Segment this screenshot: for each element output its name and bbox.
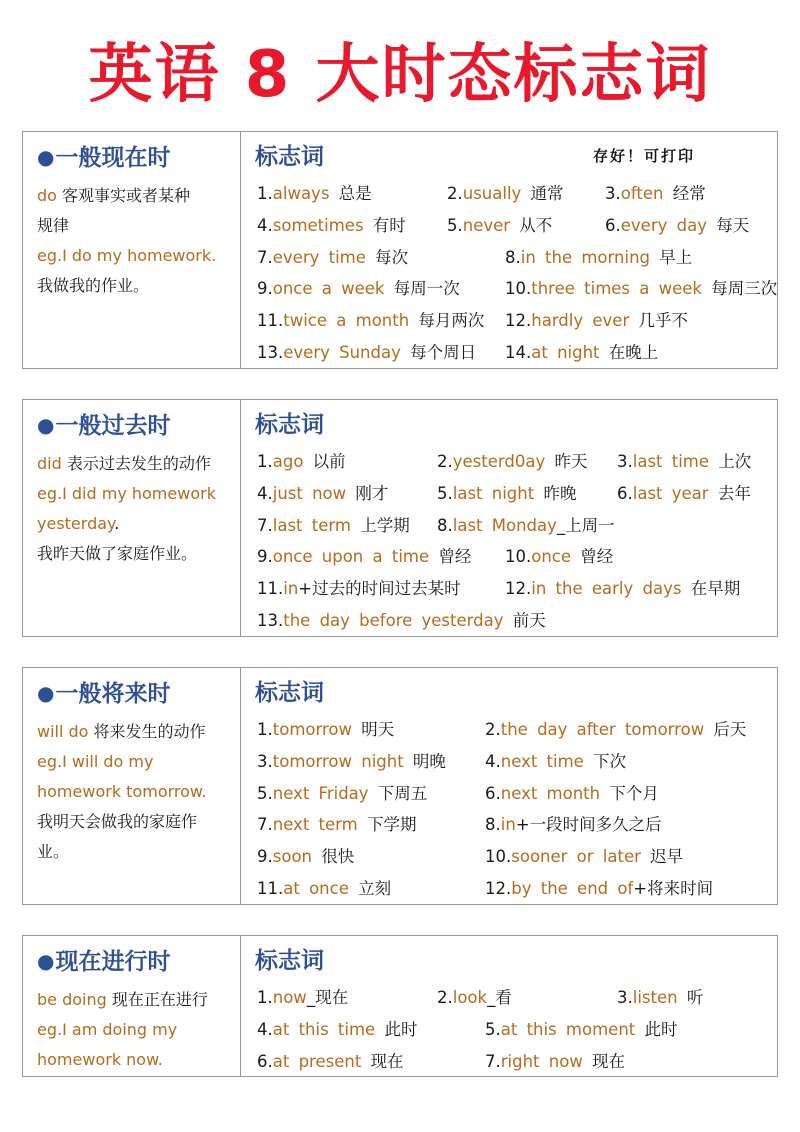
- signal-word-item: 5.at this moment 此时: [485, 1019, 678, 1039]
- description-line: did 表示过去发生的动作: [37, 454, 211, 473]
- description-line: 我昨天做了家庭作业。: [37, 544, 198, 563]
- tense-title: [37, 142, 230, 173]
- signal-word-item: 2.the day after tomorrow 后天: [485, 720, 747, 739]
- tense-title: [37, 678, 230, 709]
- signal-word-item: 4.next time 下次: [485, 751, 627, 771]
- signal-word-item: 11.at once 立刻: [257, 879, 392, 898]
- signal-word-item: 1.tomorrow 明天: [257, 720, 395, 739]
- signal-word-item: 12.hardly ever 几乎不: [505, 311, 688, 331]
- signal-word-item: 10.once 曾经: [505, 547, 614, 567]
- signal-word-item: 13.the day before yesterday 前天: [257, 611, 546, 630]
- signal-word-item: 3.last time 上次: [617, 452, 752, 471]
- description-line: eg.I will do my: [37, 752, 154, 771]
- signal-word-item: 10.sooner or later 迟早: [485, 847, 684, 867]
- signal-words-heading: 标志词: [255, 680, 324, 706]
- tense-description: [23, 668, 241, 904]
- tense-description: [23, 936, 241, 1076]
- tense-title: [37, 946, 230, 977]
- signal-word-item: 12.in the early days 在早期: [505, 579, 741, 599]
- description-line: eg.I did my homework: [37, 484, 216, 503]
- tense-name: 一般将来时: [55, 681, 171, 707]
- signal-word-item: 6.next month 下个月: [485, 783, 659, 803]
- signal-word-item: 5.never 从不: [447, 215, 553, 235]
- save-print-note: 存好！可打印: [593, 147, 696, 165]
- description-line: 我做我的作业。: [37, 276, 150, 295]
- tense-description: [23, 400, 241, 636]
- signal-word-item: 11.twice a month 每月两次: [257, 311, 485, 331]
- tense-card: [22, 131, 778, 369]
- signal-word-item: 8.last Monday_上周一: [437, 515, 615, 535]
- signal-word-item: 7.right now 现在: [485, 1051, 626, 1071]
- description-line: 业。: [37, 842, 70, 861]
- tense-title: [37, 410, 230, 441]
- signal-word-item: 6.last year 去年: [617, 483, 751, 503]
- signal-word-item: 9.once upon a time 曾经: [257, 547, 472, 567]
- description-line: 规律: [37, 216, 70, 235]
- signal-word-item: 10.three times a week 每周三次: [505, 279, 778, 299]
- signal-word-item: 12.by the end of+将来时间: [485, 879, 714, 898]
- tense-name: 现在进行时: [55, 949, 171, 975]
- description-line: eg.I am doing my: [37, 1020, 178, 1039]
- signal-word-item: 13.every Sunday 每个周日: [257, 343, 477, 362]
- signal-words-heading: 标志词: [255, 412, 324, 438]
- signal-word-item: 4.sometimes 有时: [257, 215, 406, 235]
- signal-word-item: 4.just now 刚才: [257, 483, 389, 503]
- description-line: be doing 现在正在进行: [37, 990, 208, 1009]
- signal-word-item: 3.tomorrow night 明晚: [257, 751, 446, 771]
- tense-card: [22, 935, 778, 1077]
- signal-words-panel: [241, 936, 777, 1076]
- signal-word-item: 3.listen 听: [617, 988, 704, 1007]
- tense-description: [23, 132, 241, 368]
- description-line: yesterday.: [37, 514, 120, 533]
- signal-word-item: 8.in the morning 早上: [505, 247, 693, 267]
- bullet-icon: ●: [37, 949, 55, 973]
- tense-card: [22, 667, 778, 905]
- signal-words-panel: [241, 400, 777, 636]
- tense-name: 一般过去时: [55, 413, 171, 439]
- signal-word-item: 1.ago 以前: [257, 452, 346, 471]
- signal-word-item: 2.usually 通常: [447, 184, 564, 203]
- signal-word-item: 9.once a week 每周一次: [257, 279, 460, 299]
- page-title: 英语 8 大时态标志词: [88, 38, 712, 112]
- signal-word-item: 11.in+过去的时间过去某时: [257, 579, 461, 599]
- signal-word-item: 1.now_现在: [257, 988, 349, 1007]
- signal-word-item: 2.yesterd0ay 昨天: [437, 452, 588, 471]
- description-line: homework tomorrow.: [37, 782, 207, 801]
- signal-word-item: 7.next term 下学期: [257, 815, 417, 835]
- signal-word-item: 8.in+一段时间多久之后: [485, 815, 662, 835]
- signal-word-item: 6.at present 现在: [257, 1051, 404, 1071]
- tense-name: 一般现在时: [55, 145, 171, 171]
- signal-words-heading: 标志词: [255, 948, 324, 974]
- signal-word-item: 7.every time 每次: [257, 247, 409, 267]
- signal-word-item: 1.always 总是: [257, 184, 372, 203]
- tense-card: [22, 399, 778, 637]
- signal-word-item: 3.often 经常: [605, 184, 706, 203]
- description-line: homework now.: [37, 1050, 163, 1069]
- signal-word-item: 5.last night 昨晚: [437, 483, 577, 503]
- description-line: 我明天会做我的家庭作: [37, 812, 198, 831]
- description-line: will do 将来发生的动作: [37, 722, 206, 741]
- signal-words-panel: [241, 668, 777, 904]
- signal-word-item: 9.soon 很快: [257, 847, 355, 867]
- signal-words-panel: [241, 132, 777, 368]
- signal-word-item: 6.every day 每天: [605, 215, 750, 235]
- signal-word-item: 4.at this time 此时: [257, 1019, 418, 1039]
- bullet-icon: ●: [37, 145, 55, 169]
- signal-word-item: 5.next Friday 下周五: [257, 783, 428, 803]
- description-line: do 客观事实或者某种: [37, 186, 191, 205]
- bullet-icon: ●: [37, 413, 55, 437]
- description-line: eg.I do my homework.: [37, 246, 217, 265]
- signal-word-item: 14.at night 在晚上: [505, 343, 659, 362]
- signal-words-heading: 标志词: [255, 144, 324, 170]
- signal-word-item: 2.look_看: [437, 988, 512, 1007]
- bullet-icon: ●: [37, 681, 55, 705]
- signal-word-item: 7.last term 上学期: [257, 515, 410, 535]
